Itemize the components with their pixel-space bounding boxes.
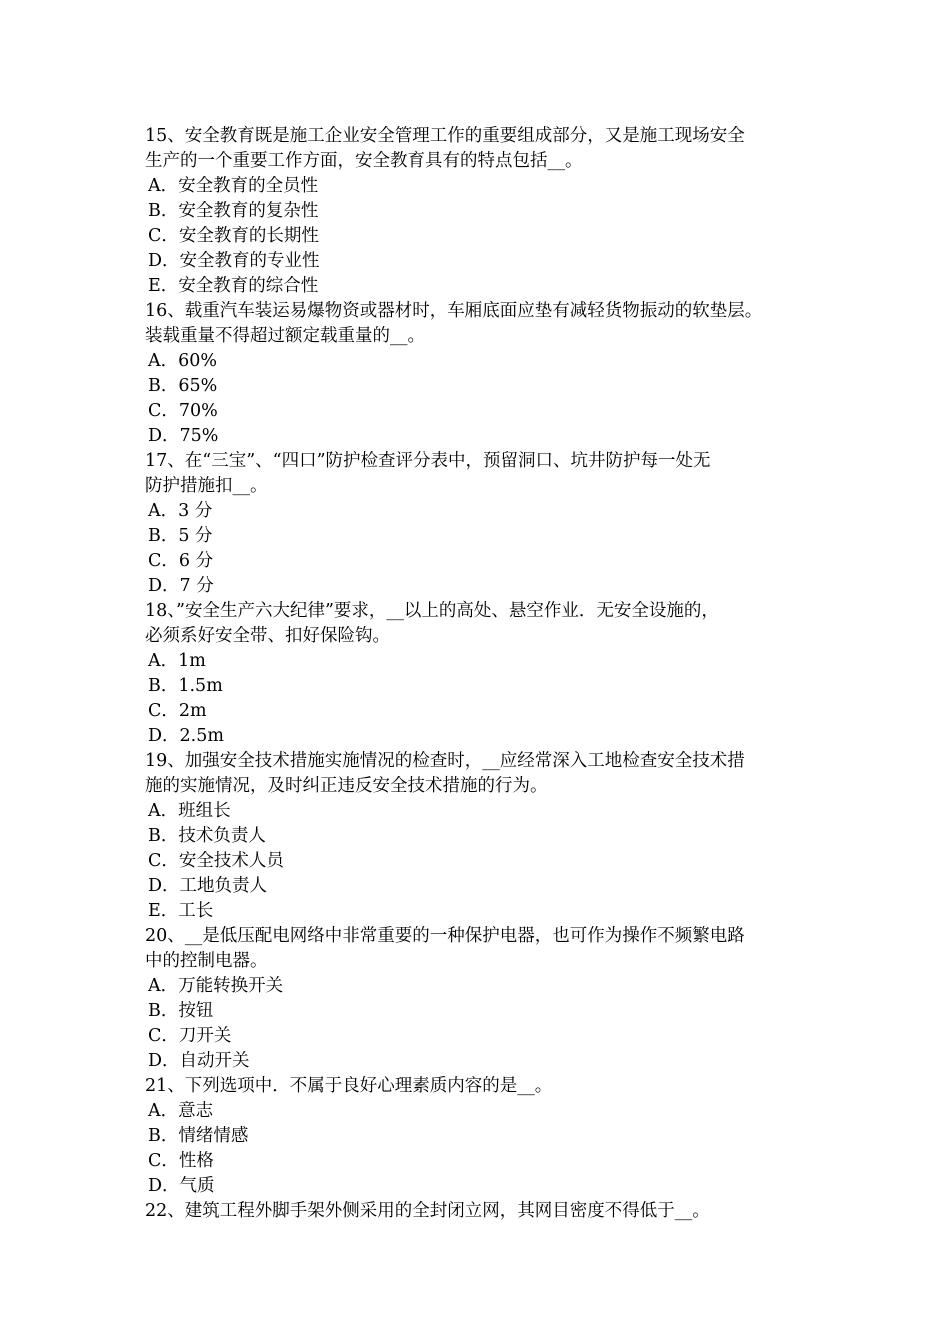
answer-option: A．万能转换开关	[148, 976, 284, 996]
answer-option: B．1.5m	[148, 676, 223, 696]
answer-option: E．安全教育的综合性	[148, 276, 319, 296]
answer-option: D．安全教育的专业性	[148, 251, 320, 271]
answer-option: D．工地负责人	[148, 876, 268, 896]
question-block	[145, 599, 825, 749]
answer-option: C．安全技术人员	[148, 851, 284, 871]
answer-option: A．60%	[148, 351, 218, 371]
answer-option: C．6 分	[148, 551, 214, 571]
question-block	[145, 924, 825, 1074]
question-block	[145, 124, 825, 299]
question-text-line: 15、安全教育既是施工企业安全管理工作的重要组成部分，又是施工现场安全	[145, 126, 745, 146]
answer-option: A．1m	[148, 651, 206, 671]
answer-option: D．7 分	[148, 576, 214, 596]
question-text-line: 16、载重汽车装运易爆物资或器材时，车厢底面应垫有减轻货物振动的软垫层。	[145, 301, 763, 321]
answer-option: A．3 分	[148, 501, 213, 521]
answer-option: C．70%	[148, 401, 218, 421]
question-text-line: 防护措施扣__。	[145, 476, 268, 496]
question-text-line: 21、下列选项中．不属于良好心理素质内容的是__。	[145, 1076, 553, 1096]
answer-option: B．按钮	[148, 1001, 214, 1021]
question-text-line: 19、加强安全技术措施实施情况的检查时，__应经常深入工地检查安全技术措	[145, 751, 745, 771]
answer-option: B．情绪情感	[148, 1126, 249, 1146]
answer-option: A．班组长	[148, 801, 231, 821]
question-list	[145, 124, 825, 1224]
answer-option: D．75%	[148, 426, 219, 446]
question-text-line: 18、”安全生产六大纪律”要求，__以上的高处、悬空作业．无安全设施的，	[145, 601, 719, 621]
answer-option: B．技术负责人	[148, 826, 266, 846]
question-block	[145, 299, 825, 449]
answer-option: D．气质	[148, 1176, 215, 1196]
answer-option: C．刀开关	[148, 1026, 232, 1046]
question-text-line: 必须系好安全带、扣好保险钩。	[145, 626, 390, 646]
answer-option: A．安全教育的全员性	[148, 176, 319, 196]
question-text-line: 22、建筑工程外脚手架外侧采用的全封闭立网，其网目密度不得低于__。	[145, 1201, 710, 1221]
answer-option: A．意志	[148, 1101, 214, 1121]
question-block	[145, 449, 825, 599]
answer-option: C．安全教育的长期性	[148, 226, 319, 246]
answer-option: B．65%	[148, 376, 218, 396]
answer-option: D．2.5m	[148, 726, 224, 746]
question-text-line: 20、__是低压配电网络中非常重要的一种保护电器，也可作为操作不频繁电路	[145, 926, 745, 946]
question-block	[145, 1199, 825, 1224]
question-text-line: 生产的一个重要工作方面，安全教育具有的特点包括__。	[145, 151, 583, 171]
question-text-line: 装载重量不得超过额定载重量的__。	[145, 326, 425, 346]
answer-option: C．2m	[148, 701, 207, 721]
answer-option: C．性格	[148, 1151, 214, 1171]
question-block	[145, 749, 825, 924]
answer-option: B．5 分	[148, 526, 213, 546]
question-text-line: 施的实施情况，及时纠正违反安全技术措施的行为。	[145, 776, 548, 796]
answer-option: B．安全教育的复杂性	[148, 201, 319, 221]
answer-option: E．工长	[148, 901, 214, 921]
question-text-line: 中的控制电器。	[145, 951, 268, 971]
question-block	[145, 1074, 825, 1199]
answer-option: D．自动开关	[148, 1051, 250, 1071]
question-text-line: 17、在“三宝”、“四口”防护检查评分表中，预留洞口、坑井防护每一处无	[145, 451, 711, 471]
